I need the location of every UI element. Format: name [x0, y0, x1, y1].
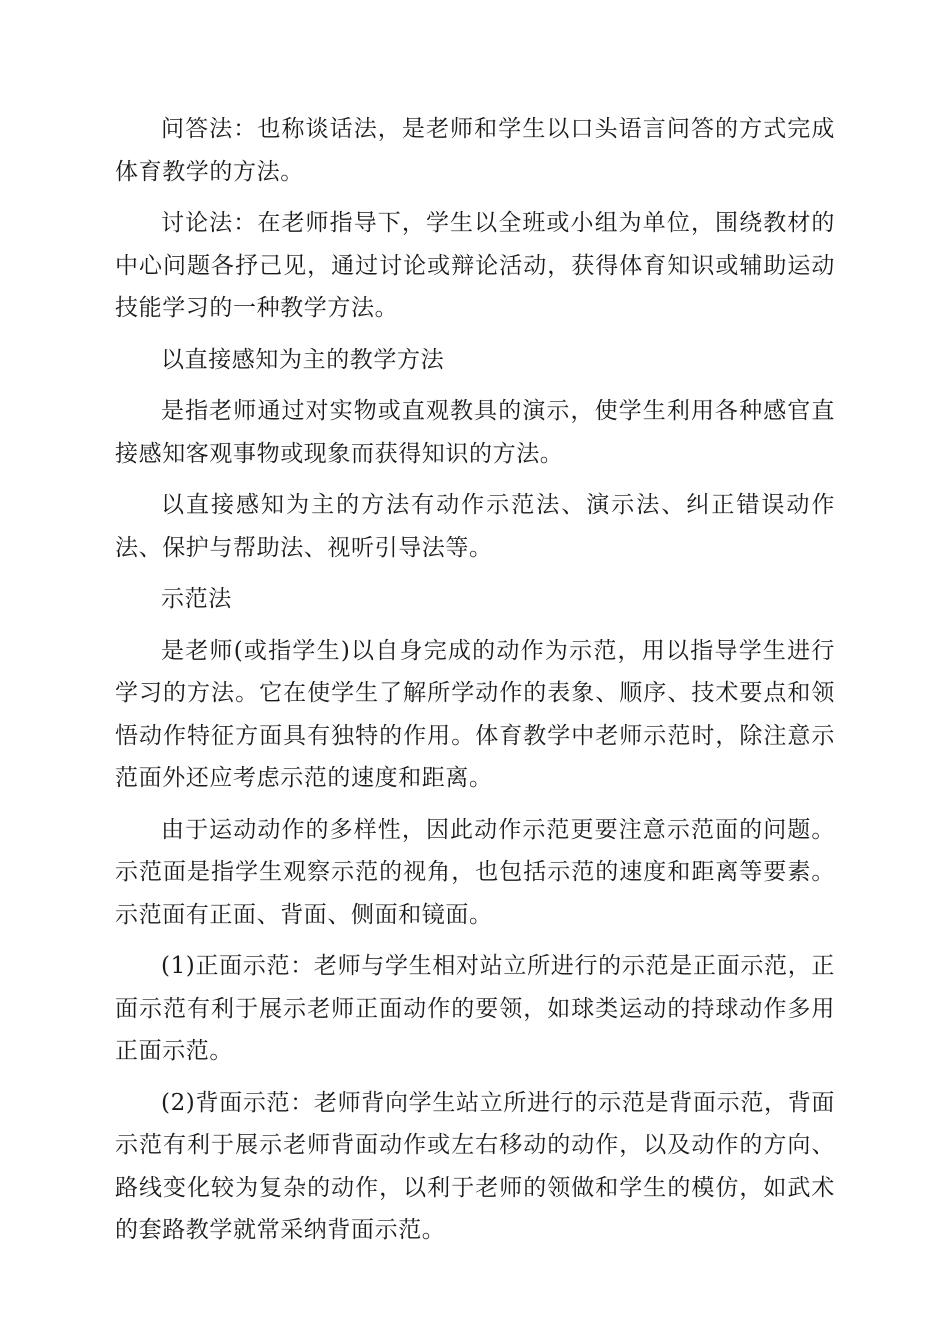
paragraph-front-demonstration: (1)正面示范：老师与学生相对站立所进行的示范是正面示范，正面示范有利于展示老师正面动作的要领，如球类运动的持球动作多用正面示范。: [115, 953, 835, 1064]
paragraph-discussion-method: 讨论法：在老师指导下，学生以全班或小组为单位，围绕教材的中心问题各抒己见，通过讨论或辩论活动，获得体育知识或辅助运动技能学习的一种教学方法。: [115, 210, 835, 321]
paragraph-qa-method: 问答法：也称谈话法，是老师和学生以口头语言问答的方式完成体育教学的方法。: [115, 116, 835, 185]
paragraph-back-demonstration: (2)背面示范：老师背向学生站立所进行的示范是背面示范，背面示范有利于展示老师背面动作或左右移动的动作，以及动作的方向、路线变化较为复杂的动作，以利于老师的领做和学生的模仿，如武术的套路教学就常采纳背面示范。: [115, 1089, 835, 1243]
paragraph-direct-perception-definition: 是指老师通过对实物或直观教具的演示，使学生利用各种感官直接感知客观事物或现象而获得知识的方法。: [115, 398, 835, 467]
section-heading-demonstration: 示范法: [161, 586, 232, 612]
document-body: [115, 108, 835, 1261]
paragraph-demonstration-plane: 由于运动动作的多样性，因此动作示范更要注意示范面的问题。示范面是指学生观察示范的视角，也包括示范的速度和距离等要素。示范面有正面、背面、侧面和镜面。: [115, 816, 835, 928]
section-heading-direct-perception: 以直接感知为主的教学方法: [161, 346, 445, 373]
paragraph-direct-perception-list: 以直接感知为主的方法有动作示范法、演示法、纠正错误动作法、保护与帮助法、视听引导法等。: [115, 492, 835, 561]
paragraph-demonstration-definition: 是老师(或指学生)以自身完成的动作为示范，用以指导学生进行学习的方法。它在使学生了解所学动作的表象、顺序、技术要点和领悟动作特征方面具有独特的作用。体育教学中老师示范时，除注意示范面外还应考虑示范的速度和距离。: [115, 637, 835, 791]
